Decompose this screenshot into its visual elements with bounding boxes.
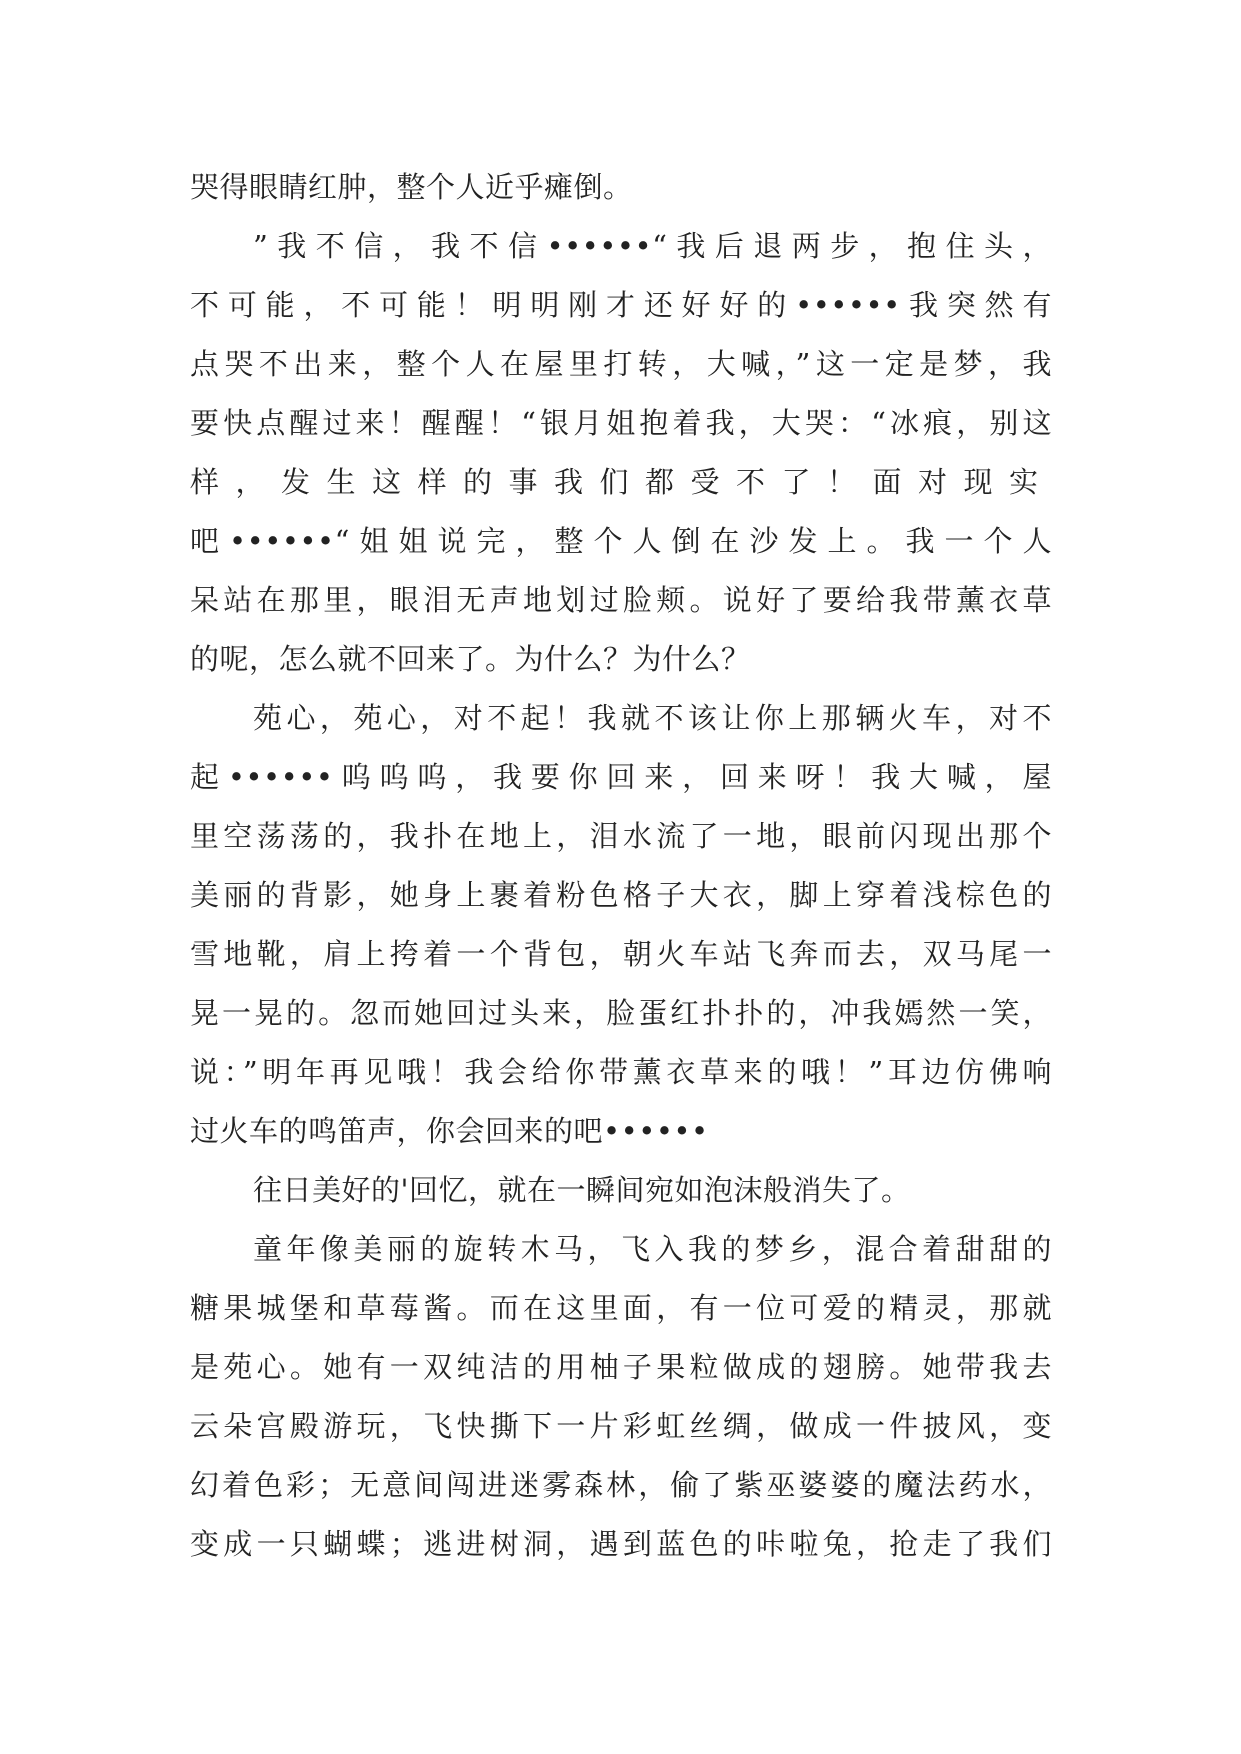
text-line: 点哭不出来，整个人在屋里打转，大喊，”这一定是梦，我	[190, 347, 1052, 381]
text-line: 雪地靴，肩上挎着一个背包，朝火车站飞奔而去，双马尾一	[190, 937, 1052, 971]
text-line: 美丽的背影，她身上裹着粉色格子大衣，脚上穿着浅棕色的	[190, 878, 1052, 912]
text-line: 呆站在那里，眼泪无声地划过脸颊。说好了要给我带薰衣草	[190, 583, 1052, 617]
text-line: ”我不信，我不信••••••“我后退两步，抱住头，	[253, 229, 1052, 263]
text-line: 说：”明年再见哦！我会给你带薰衣草来的哦！”耳边仿佛响	[190, 1055, 1052, 1089]
text-line: 苑心，苑心，对不起！我就不该让你上那辆火车，对不	[253, 701, 1052, 735]
text-line: 云朵宫殿游玩，飞快撕下一片彩虹丝绸，做成一件披风，变	[190, 1409, 1052, 1443]
text-line: 哭得眼睛红肿，整个人近乎瘫倒。	[190, 170, 633, 204]
text-line: 往日美好的'回忆，就在一瞬间宛如泡沫般消失了。	[253, 1173, 911, 1207]
text-line: 吧••••••“姐姐说完，整个人倒在沙发上。我一个人	[190, 524, 1052, 558]
text-line: 糖果城堡和草莓酱。而在这里面，有一位可爱的精灵，那就	[190, 1291, 1052, 1325]
text-line: 起••••••呜呜呜，我要你回来，回来呀！我大喊，屋	[190, 760, 1052, 794]
text-line: 的呢，怎么就不回来了。为什么？为什么？	[190, 642, 751, 676]
text-line: 样，发生这样的事我们都受不了！面对现实	[190, 465, 1052, 499]
text-line: 晃一晃的。忽而她回过头来，脸蛋红扑扑的，冲我嫣然一笑，	[190, 996, 1052, 1030]
text-line: 过火车的鸣笛声，你会回来的吧••••••	[190, 1114, 709, 1148]
text-line: 变成一只蝴蝶；逃进树洞，遇到蓝色的咔啦兔，抢走了我们	[190, 1527, 1052, 1561]
text-line: 幻着色彩；无意间闯进迷雾森林，偷了紫巫婆婆的魔法药水，	[190, 1468, 1052, 1502]
text-line: 里空荡荡的，我扑在地上，泪水流了一地，眼前闪现出那个	[190, 819, 1052, 853]
document-text	[190, 158, 1052, 1574]
text-line: 童年像美丽的旋转木马，飞入我的梦乡，混合着甜甜的	[253, 1232, 1052, 1266]
text-line: 是苑心。她有一双纯洁的用柚子果粒做成的翅膀。她带我去	[190, 1350, 1052, 1384]
text-line: 要快点醒过来！醒醒！“银月姐抱着我，大哭：“冰痕，别这	[190, 406, 1052, 440]
text-line: 不可能，不可能！明明刚才还好好的••••••我突然有	[190, 288, 1052, 322]
